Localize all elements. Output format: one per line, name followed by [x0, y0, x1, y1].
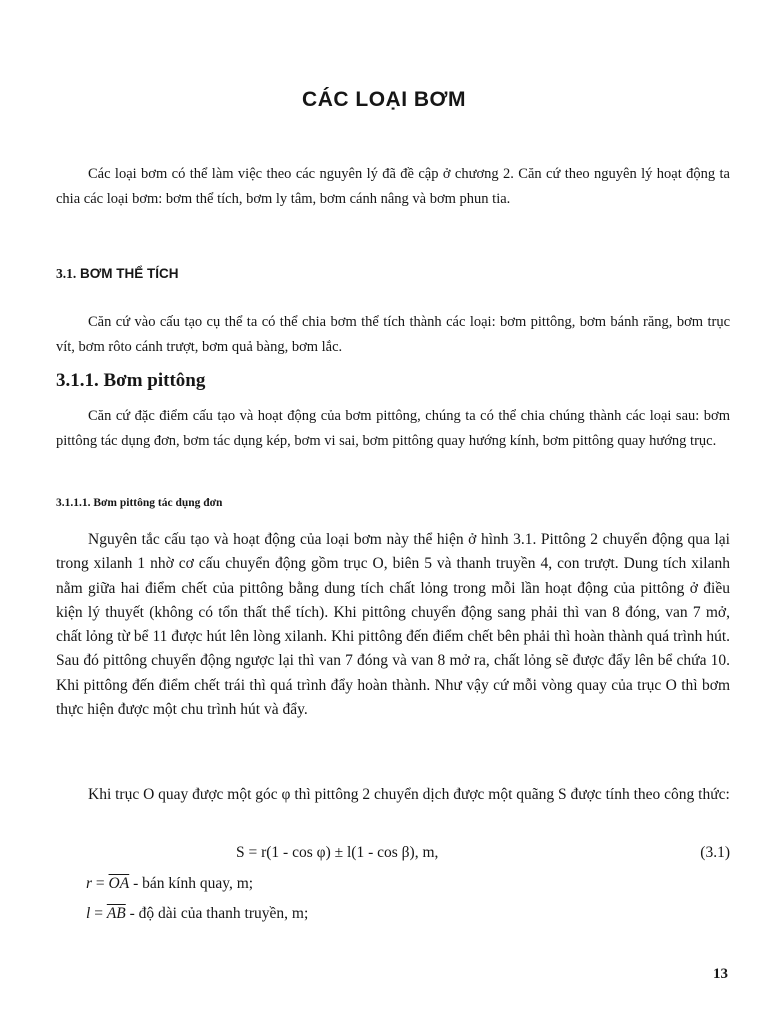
section-heading-3-1-1-1: 3.1.1.1. Bơm pittông tác dụng đơn	[56, 497, 223, 509]
definition-overline: $\overline{AB}$	[106, 905, 126, 922]
definition-text: - độ dài của thanh truyền, m;	[129, 905, 309, 922]
formula-intro-paragraph: Khi trục O quay được một góc φ thì pittông 2 chuyển dịch được một quãng S được tính theo công thức:	[88, 786, 730, 803]
section-number: 3.1.	[56, 266, 77, 281]
section-3-1-1-paragraph: Căn cứ đặc điểm cấu tạo và hoạt động của bơm pittông, chúng ta có thể chia chúng thành các loại sau: bơm pittông tác dụng đơn, bơm tác dụng kép, bơm vi sai, bơm pittông quay hướng kính, bơm pittông quay hướng trục.	[56, 408, 730, 449]
intro-paragraph: Các loại bơm có thể làm việc theo các nguyên lý đã đề cập ở chương 2. Căn cứ theo nguyên lý hoạt động ta chia các loại bơm: bơm thể tích, bơm ly tâm, bơm cánh nâng và bơm phun tia.	[56, 166, 730, 207]
equation-number: (3.1)	[700, 844, 730, 861]
chapter-title: CÁC LOẠI BƠM	[302, 88, 466, 111]
equation-formula: S = r(1 - cos φ) ± l(1 - cos β), m,	[236, 844, 439, 861]
section-heading-3-1	[56, 266, 179, 282]
definition-l: $l = \overline{AB}$ - độ dài của thanh truyền, m;	[86, 905, 309, 922]
definition-r: $r = \overline{OA}$ - bán kính quay, m;	[86, 875, 254, 892]
definition-text: - bán kính quay, m;	[133, 875, 254, 892]
definition-symbol: r	[86, 875, 93, 892]
equation-line	[56, 840, 730, 865]
section-3-1-paragraph: Căn cứ vào cấu tạo cụ thể ta có thể chia bơm thể tích thành các loại: bơm pittông, bơm bánh răng, bơm trục vít, bơm rôto cánh trượt, bơm quả bàng, bơm lắc.	[56, 314, 730, 355]
section-title: BƠM THỂ TÍCH	[80, 266, 179, 281]
definition-symbol: l	[86, 905, 91, 922]
section-3-1-1-1-paragraph: Nguyên tắc cấu tạo và hoạt động của loại bơm này thể hiện ở hình 3.1. Pittông 2 chuyển động qua lại trong xilanh 1 nhờ cơ cấu chuyển động gồm trục O, biên 5 và thanh truyền 4, con trượt. Dung tích xilanh nằm giữa hai điểm chết của pittông bằng dung tích chất lỏng trong mỗi lần hoạt động của pittông ở điều kiện lý thuyết (không có tổn thất thể tích). Khi pittông chuyển động sang phải thì van 8 đóng, van 7 mở, chất lỏng từ bể 11 được hút lên lòng xilanh. Khi pittông đến điểm chết bên phải thì hoàn thành quá trình hút. Sau đó pittông chuyển động ngược lại thì van 7 đóng và van 8 mở ra, chất lỏng sẽ được đẩy lên bể chứa 10. Khi pittông đến điểm chết trái thì quá trình đẩy hoàn thành. Như vậy cứ mỗi vòng quay của trục O thì bơm thực hiện được một chu trình hút và đẩy.	[56, 531, 730, 719]
section-heading-3-1-1: 3.1.1. Bơm pittông	[56, 370, 206, 391]
definition-overline: $\overline{OA}$	[108, 875, 130, 892]
page-number: 13	[713, 966, 728, 982]
